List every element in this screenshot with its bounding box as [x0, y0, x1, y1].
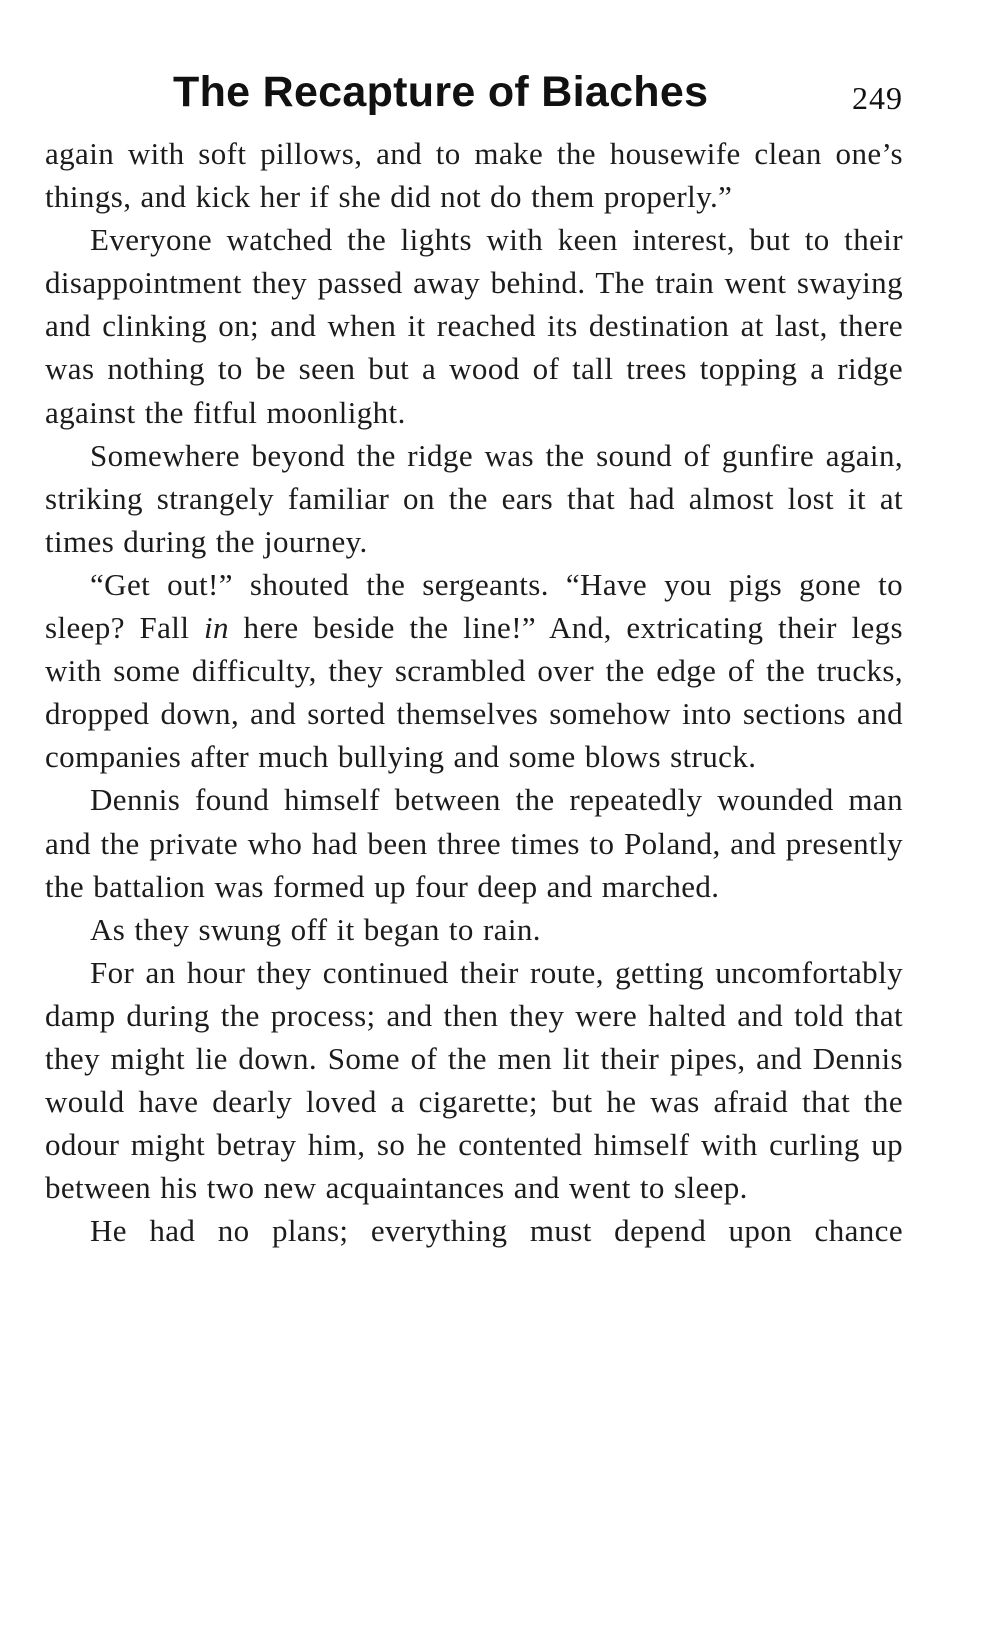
paragraph-text: here beside the line!” And, extricating their legs with some difficulty, they scrambled over the edge of the trucks, dropped down, and sorted themselves somehow into sections and companies after much bullying and some blows struck. — [45, 610, 903, 775]
body-text — [45, 132, 903, 1252]
paragraph: Dennis found himself between the repeatedly wounded man and the private who had been three times to Poland, and presently the battalion was formed up four deep and marched. — [45, 782, 903, 904]
paragraph-continued: He had no plans; everything must depend upon chance — [90, 1213, 903, 1249]
book-page — [45, 62, 903, 1252]
running-header — [45, 62, 903, 132]
paragraph: Somewhere beyond the ridge was the sound of gunfire again, striking strangely familiar on the ears that had almost lost it at times during the journey. — [45, 437, 903, 559]
paragraph: For an hour they continued their route, getting uncomfortably damp during the process; and then they were halted and told that they might lie down. Some of the men lit their pipes, and Dennis would have dearly loved a cigarette; but he was afraid that the odour might betray him, so he contented himself with curling up between his two new acquaintances and went to sleep. — [45, 954, 903, 1206]
paragraph: again with soft pillows, and to make the housewife clean one’s things, and kick her if she did not do them properly.” — [45, 136, 903, 215]
paragraph: Everyone watched the lights with keen interest, but to their disappointment they passed away behind. The train went swaying and clinking on; and when it reached its destination at last, there was nothing to be seen but a wood of tall trees topping a ridge against the fitful moonlight. — [45, 222, 903, 430]
italic-word: in — [203, 610, 229, 646]
chapter-title: The Recapture of Biaches — [173, 68, 709, 116]
paragraph — [45, 563, 903, 778]
paragraph-text: “Get out!” shouted the sergeants. “Have you pigs gone to sleep? Fall — [45, 566, 903, 646]
page-number: 249 — [852, 80, 903, 116]
paragraph: As they swung off it began to rain. — [90, 911, 541, 947]
